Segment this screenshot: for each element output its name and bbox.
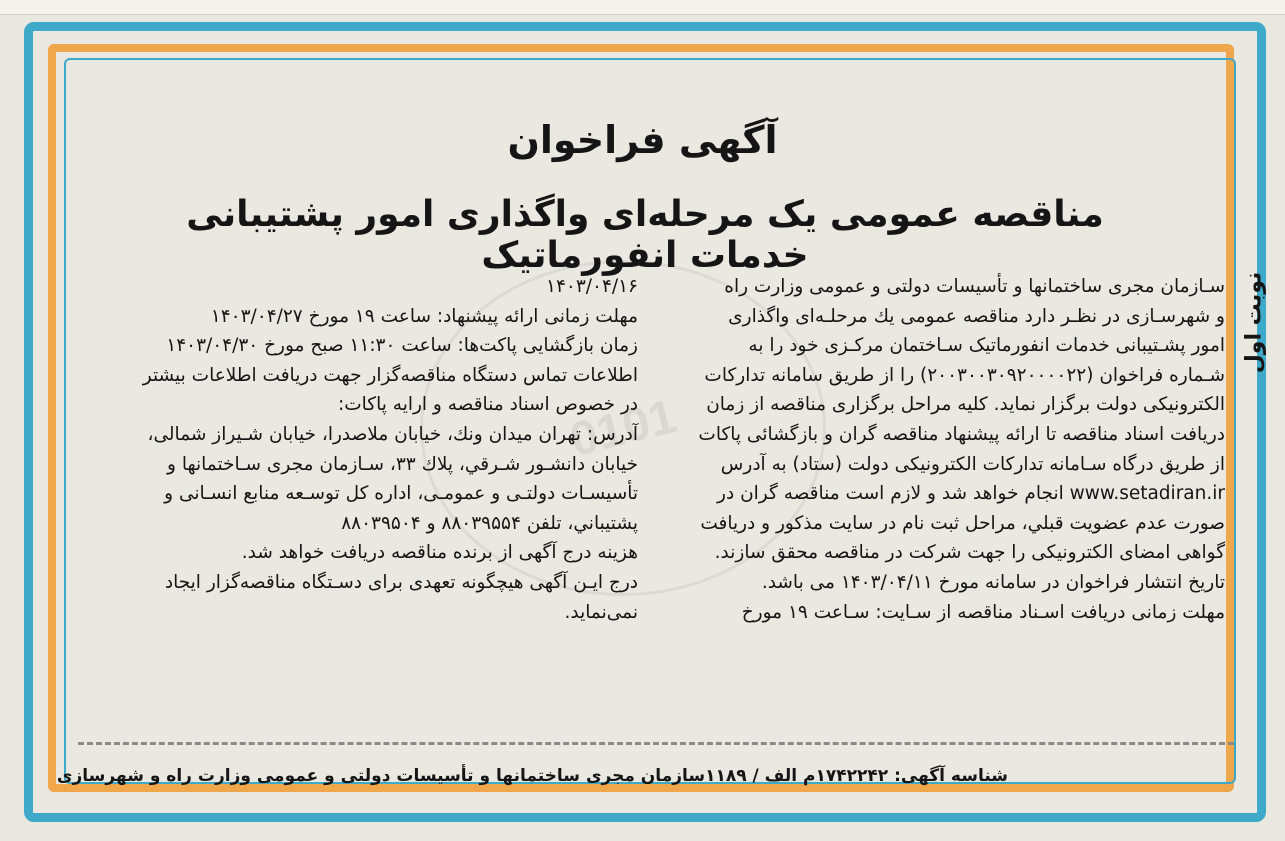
page-subtitle: مناقصه عمومی یک مرحله‌ای واگذاری امور پشتیبانی خدمات انفورماتیک [186, 194, 1104, 276]
notice-id: شناسه آگهی: ۱۷۴۲۲۴۲م الف / ۱۱۸۹ [705, 766, 1008, 786]
publication-round-label [1236, 232, 1272, 412]
text-line-phone: پشتیباني، تلفن ۸۸۰۳۹۵۵۴ و ۸۸۰۳۹۵۰۴ [341, 512, 638, 534]
text-line: دریافت اسناد مناقصه تا ارائه پیشنهاد مناقصه گران و بازگشائی پاکات [698, 423, 1225, 445]
footer [56, 766, 1008, 786]
text-line: تأسیسـات دولتـی و عمومـی، اداره کل توسـعه منابع انسـانی و [164, 483, 638, 505]
watermark-text: 0101 [564, 389, 682, 467]
text-line: نمی‌نماید. [564, 601, 638, 623]
text-line-website: www.setadiran.ir انجام خواهد شد و لازم است مناقصه گران در [717, 483, 1225, 505]
text-line-address: آدرس: تهران میدان ونك، خیابان ملاصدرا، خیابان شـیراز شمالی، [147, 423, 638, 445]
text-line: الکترونیکی دولت برگزار نماید. کلیه مراحل برگزاری مناقصه از زمان [706, 394, 1225, 416]
text-line: خیابان دانشـور شـرقي، پلاك ۳۳، سـازمان مجری سـاختمانها و [167, 453, 638, 475]
text-line: امور پشـتیبانی خدمات انفورماتیک سـاختمان مرکـزی خود را به [748, 335, 1225, 357]
text-line: از طریق درگاه سـامانه تدارکات الکترونیکی دولت (ستاد) به آدرس [720, 453, 1225, 475]
left-text-column [70, 272, 638, 627]
text-line: زمان بازگشایی پاکت‌ها: ساعت ۱۱:۳۰ صبح مورخ ۱۴۰۳/۰۴/۳۰ [166, 335, 638, 357]
top-strip [0, 0, 1285, 15]
right-text-column [665, 272, 1225, 627]
text-line: مهلت زمانی دریافت اسـناد مناقصه از سـایت: سـاعت ۱۹ مورخ [741, 601, 1225, 623]
text-line: ۱۴۰۳/۰۴/۱۶ [546, 276, 638, 297]
organization-name: سازمان مجری ساختمانها و تأسیسات دولتی و عمومی وزارت راه و شهرسازی [56, 766, 706, 786]
text-line: هزینه درج آگهی از برنده مناقصه دریافت خواهد شد. [241, 542, 638, 564]
text-line: تاریخ انتشار فراخوان در سامانه مورخ ۱۴۰۳/۰۴/۱۱ می باشد. [761, 571, 1225, 593]
text-line: سـازمان مجری ساختمانها و تأسیسات دولتی و عمومی وزارت راه [724, 276, 1225, 297]
text-line: صورت عدم عضویت قبلي، مراحل ثبت نام در سایت مذکور و دریافت [700, 512, 1225, 534]
text-line: مهلت زمانی ارائه پیشنهاد: ساعت ۱۹ مورخ ۱۴۰۳/۰۴/۲۷ [210, 305, 638, 327]
text-line: شـماره فراخوان (۲۰۰۳۰۰۳۰۹۲۰۰۰۰۲۲) را از طریق سامانه تدارکات [704, 364, 1225, 386]
text-line: گواهی امضای الکترونیکی را جهت شرکت در مناقصه محقق سازند. [714, 542, 1225, 564]
text-line: و شهرسـازی در نظـر دارد مناقصه عمومی یك مرحلـه‌ای واگذاری [728, 305, 1225, 327]
side-label-text: نوبت اول [1241, 271, 1267, 373]
footer-divider [78, 742, 1234, 745]
text-line: اطلاعات تماس دستگاه مناقصه‌گزار جهت دریافت اطلاعات بیشتر [142, 364, 638, 386]
page-title: آگهی فراخوان [507, 118, 778, 162]
text-line: درج ایـن آگهی هیچگونه تعهدی برای دسـتگاه مناقصه‌گزار ایجاد [164, 571, 638, 593]
text-line: در خصوص اسناد مناقصه و ارایه پاکات: [338, 394, 638, 416]
